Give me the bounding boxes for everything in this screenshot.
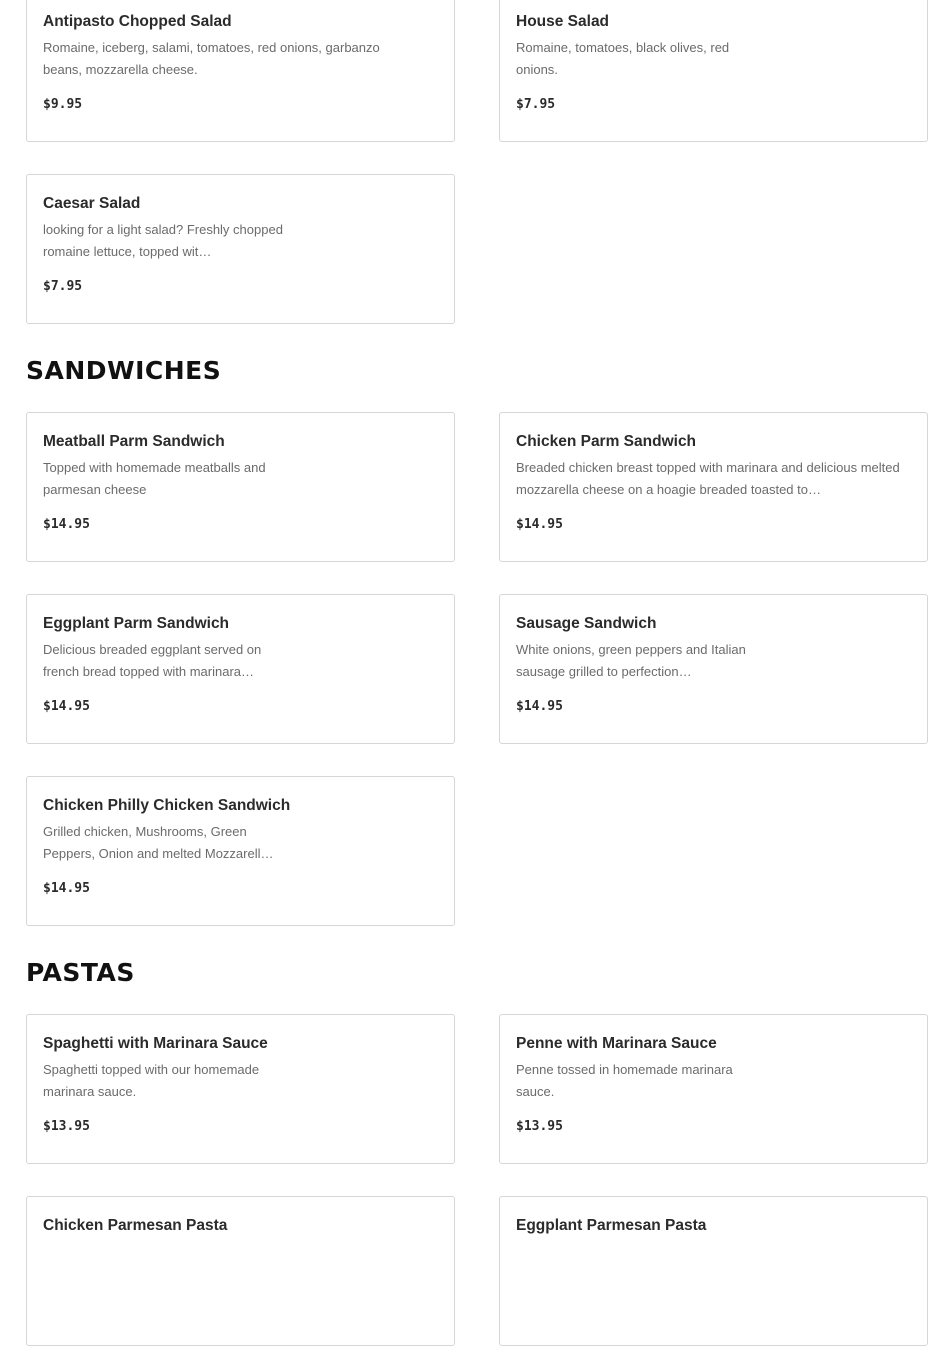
menu-item-price: $14.95 — [516, 699, 563, 714]
menu-item-name: Antipasto Chopped Salad — [43, 13, 232, 30]
menu-item-description: Topped with homemade meatballs and parmesan cheese — [43, 460, 266, 497]
menu-item-price: $7.95 — [43, 279, 83, 294]
menu-item-name: Penne with Marinara Sauce — [516, 1035, 717, 1052]
menu-item-card[interactable] — [26, 412, 455, 562]
menu-item-card[interactable] — [26, 1014, 455, 1164]
menu-item-description: Spaghetti topped with our homemade marinara sauce. — [43, 1062, 260, 1099]
menu-item-card[interactable] — [26, 776, 455, 926]
menu-item-card[interactable] — [499, 594, 928, 744]
menu-item-price: $14.95 — [43, 699, 90, 714]
menu-item-description: looking for a light salad? Freshly chopped romaine lettuce, topped wit… — [43, 222, 283, 259]
menu-item-card[interactable] — [499, 0, 928, 142]
menu-item-card[interactable] — [26, 0, 455, 142]
menu-item-description: Romaine, iceberg, salami, tomatoes, red onions, garbanzo beans, mozzarella cheese. — [43, 40, 380, 77]
menu-item-card[interactable] — [499, 1014, 928, 1164]
menu-item-name: Eggplant Parm Sandwich — [43, 615, 230, 632]
menu-item-name: Meatball Parm Sandwich — [43, 433, 225, 450]
menu-item-description: Breaded chicken breast topped with marinara and delicious melted mozzarella cheese on a hoagie breaded toasted to… — [516, 460, 900, 497]
menu-item-card[interactable] — [499, 1196, 928, 1346]
menu-item-name: Sausage Sandwich — [516, 615, 657, 632]
menu-item-description: White onions, green peppers and Italian sausage grilled to perfection… — [516, 642, 746, 679]
menu-item-name: Chicken Parm Sandwich — [516, 433, 697, 450]
menu-item-name: House Salad — [516, 13, 610, 30]
menu-item-price: $13.95 — [43, 1119, 90, 1134]
menu-item-name: Chicken Philly Chicken Sandwich — [43, 797, 291, 814]
section-title-pastas: PASTAS — [26, 958, 135, 987]
menu-item-card[interactable] — [499, 412, 928, 562]
section-title-sandwiches: SANDWICHES — [26, 356, 222, 385]
menu-item-price: $9.95 — [43, 97, 83, 112]
menu-item-price: $14.95 — [43, 881, 90, 896]
menu-item-name: Chicken Parmesan Pasta — [43, 1217, 228, 1234]
menu-item-price: $13.95 — [516, 1119, 563, 1134]
menu-item-description: Delicious breaded eggplant served on french bread topped with marinara… — [43, 642, 262, 679]
menu-item-card[interactable] — [26, 1196, 455, 1346]
menu-item-description: Penne tossed in homemade marinara sauce. — [516, 1062, 733, 1099]
menu-item-name: Eggplant Parmesan Pasta — [516, 1217, 707, 1234]
menu-item-description: Romaine, tomatoes, black olives, red onions. — [516, 40, 730, 77]
menu-item-name: Caesar Salad — [43, 195, 141, 212]
menu-item-description: Grilled chicken, Mushrooms, Green Peppers, Onion and melted Mozzarell… — [43, 824, 274, 861]
menu-item-price: $7.95 — [516, 97, 556, 112]
menu-item-price: $14.95 — [43, 517, 90, 532]
menu-item-card[interactable] — [26, 594, 455, 744]
menu-item-name: Spaghetti with Marinara Sauce — [43, 1035, 268, 1052]
menu-item-card[interactable] — [26, 174, 455, 324]
menu-item-price: $14.95 — [516, 517, 563, 532]
